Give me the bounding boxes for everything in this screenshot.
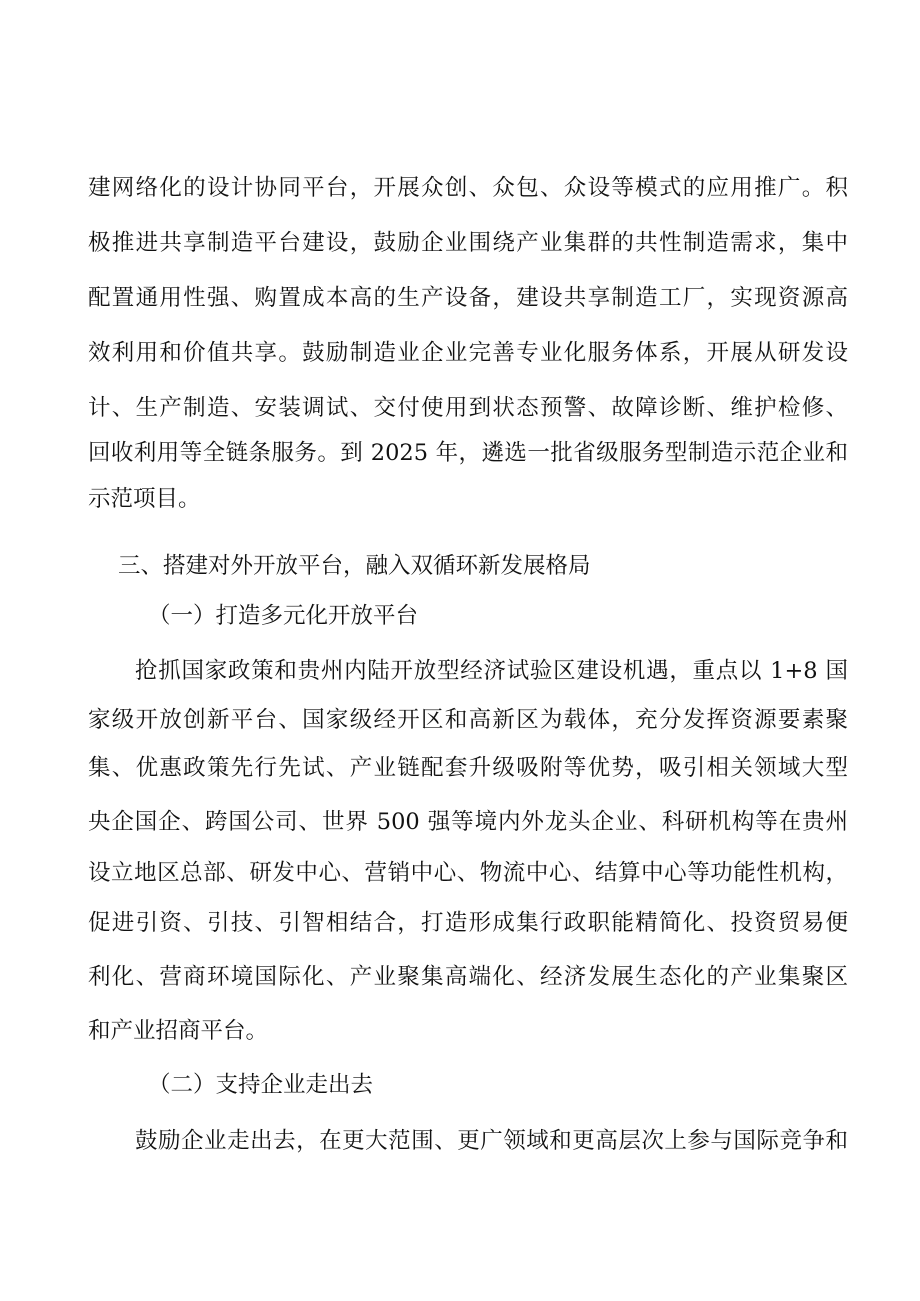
- paragraph-line: 和产业招商平台。: [88, 1018, 269, 1044]
- section-heading: 三、搭建对外开放平台，融入双循环新发展格局: [118, 553, 591, 579]
- paragraph-line: 央企国企、跨国公司、世界 500 强等境内外龙头企业、科研机构等在贵州: [88, 809, 848, 835]
- paragraph-line: 建网络化的设计协同平台，开展众创、众包、众设等模式的应用推广。积: [88, 175, 848, 201]
- paragraph-line: 计、生产制造、安装调试、交付使用到状态预警、故障诊断、维护检修、: [88, 395, 848, 421]
- paragraph-line: 鼓励企业走出去，在更大范围、更广领域和更高层次上参与国际竞争和: [135, 1128, 848, 1154]
- paragraph-line: 极推进共享制造平台建设，鼓励企业围绕产业集群的共性制造需求，集中: [88, 230, 848, 256]
- paragraph-line: 促进引资、引技、引智相结合，打造形成集行政职能精简化、投资贸易便: [88, 910, 848, 936]
- subsection-heading: （二）支持企业走出去: [148, 1072, 374, 1098]
- paragraph-line: 集、优惠政策先行先试、产业链配套升级吸附等优势，吸引相关领域大型: [88, 755, 848, 781]
- paragraph-line: 利化、营商环境国际化、产业聚集高端化、经济发展生态化的产业集聚区: [88, 964, 848, 990]
- paragraph-line: 设立地区总部、研发中心、营销中心、物流中心、结算中心等功能性机构，: [88, 860, 848, 886]
- subsection-heading: （一）打造多元化开放平台: [148, 603, 419, 629]
- paragraph-line: 示范项目。: [88, 486, 201, 512]
- paragraph-line: 家级开放创新平台、国家级经开区和高新区为载体，充分发挥资源要素聚: [88, 707, 848, 733]
- paragraph-line: 抢抓国家政策和贵州内陆开放型经济试验区建设机遇，重点以 1+8 国: [135, 658, 848, 684]
- paragraph-line: 效利用和价值共享。鼓励制造业企业完善专业化服务体系，开展从研发设: [88, 340, 848, 366]
- paragraph-line: 回收利用等全链条服务。到 2025 年，遴选一批省级服务型制造示范企业和: [88, 440, 848, 466]
- paragraph-line: 配置通用性强、购置成本高的生产设备，建设共享制造工厂，实现资源高: [88, 285, 848, 311]
